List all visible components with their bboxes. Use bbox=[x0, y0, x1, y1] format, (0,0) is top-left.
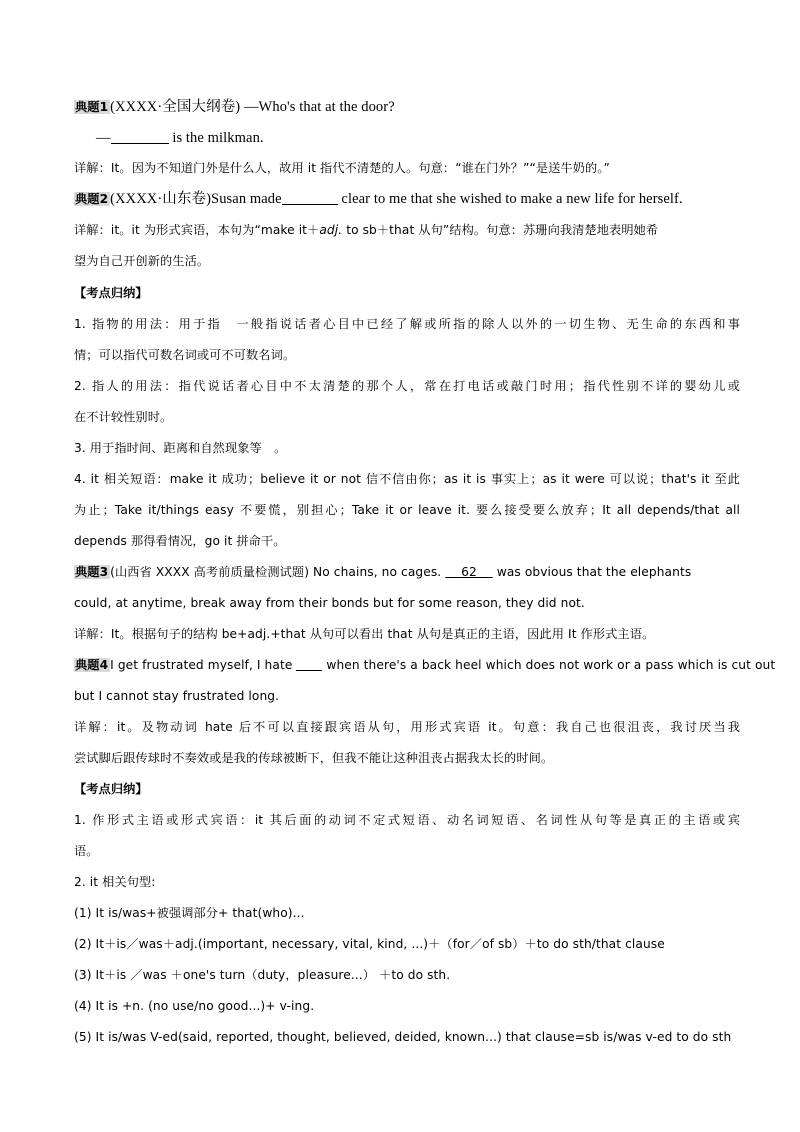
summary-1-p4c: depends 那得看情况，go it 拼命干。 bbox=[74, 534, 286, 548]
example-4-blank bbox=[296, 656, 322, 671]
summary-1-heading: 【考点归纳】 bbox=[74, 286, 148, 300]
summary-1-p4b: 为止；Take it/things easy 不要慌，别担心；Take it or leave it. 要么接受要么放弃；It all depends/that all bbox=[74, 503, 740, 517]
summary-1-p1a: 1. 指物的用法：用于指 一般指说话者心目中已经了解或所指的除人以外的一切生物、无生命的东西和事 bbox=[74, 317, 740, 331]
example-3-blank bbox=[445, 565, 493, 579]
summary-1-p4a: 4. it 相关短语：make it 成功；believe it or not 信不信由你；as it is 事实上；as it were 可以说；that's it 至此 bbox=[74, 472, 740, 486]
example-1-answer bbox=[96, 128, 740, 148]
example-4-question-cont: but I cannot stay frustrated long. bbox=[74, 689, 280, 703]
example-2-explanation-cont: 望为自己开创新的生活。 bbox=[74, 254, 210, 268]
pattern-2: (2) It＋is／was＋adj.(important, necessary, vital, kind, ...)＋（for／of sb）＋to do sth/that clause bbox=[74, 937, 665, 951]
summary-2-p1a: 1. 作形式主语或形式宾语：it 其后面的动词不定式短语、动名词短语、名词性从句等是真正的主语或宾 bbox=[74, 813, 740, 827]
example-2-question-a: (XXXX·山东卷)Susan made bbox=[110, 191, 282, 207]
example-2-question-b: clear to me that she wished to make a new life for herself. bbox=[337, 191, 683, 207]
answer-dash: — bbox=[96, 130, 111, 146]
pattern-4: (4) It is +n. (no use/no good...)+ v-ing. bbox=[74, 999, 315, 1013]
example-3-question-cont: could, at anytime, break away from their bonds but for some reason, they did not. bbox=[74, 596, 585, 610]
summary-1-p3: 3. 用于指时间、距离和自然现象等 。 bbox=[74, 441, 287, 455]
example-3-question-b: was obvious that the elephants bbox=[492, 565, 692, 579]
summary-2-p2: 2. it 相关句型: bbox=[74, 875, 156, 889]
answer-blank bbox=[111, 129, 169, 144]
summary-1-p2a: 2. 指人的用法：指代说话者心目中不太清楚的那个人，常在打电话或敲门时用；指代性别不详的婴幼儿或 bbox=[74, 379, 740, 393]
example-4-question-b: when there's a back heel which does not work or a pass which is cut out bbox=[322, 658, 776, 672]
example-1-question bbox=[74, 97, 740, 117]
example-3-question bbox=[74, 562, 740, 582]
example-1-label: 典题1 bbox=[75, 100, 109, 114]
example-4-question bbox=[74, 655, 776, 675]
summary-2-heading: 【考点归纳】 bbox=[74, 782, 148, 796]
example-2-question bbox=[74, 189, 740, 209]
pattern-3: (3) It＋is ／was ＋one's turn（duty，pleasure...） ＋to do sth. bbox=[74, 968, 451, 982]
example-4-explanation-cont: 尝试脚后跟传球时不奏效或是我的传球被断下，但我不能让这种沮丧占据我太长的时间。 bbox=[74, 751, 554, 765]
example-2-blank bbox=[282, 190, 338, 205]
answer-rest: is the milkman. bbox=[168, 130, 264, 146]
example-1-explanation: 详解：It。因为不知道门外是什么人，故用 it 指代不清楚的人。句意：“谁在门外？”“是送牛奶的。” bbox=[74, 161, 610, 175]
example-2-explain-adj: adj. bbox=[319, 223, 343, 237]
example-3-label: 典题3 bbox=[75, 565, 109, 579]
example-1-question-text: (XXXX·全国大纲卷) —Who's that at the door? bbox=[110, 99, 395, 115]
summary-1-p1b: 情；可以指代可数名词或可不可数名词。 bbox=[74, 348, 296, 362]
example-2-explain-a: 详解：it。it 为形式宾语，本句为“make it＋ bbox=[74, 223, 320, 237]
pattern-5: (5) It is/was V-ed(said, reported, thought, believed, deided, known...) that clause=sb is/was v-ed to do sth bbox=[74, 1030, 732, 1044]
pattern-1: (1) It is/was+被强调部分+ that(who)... bbox=[74, 906, 305, 920]
summary-1-p2b: 在不计较性别时。 bbox=[74, 410, 173, 424]
summary-2-p1b: 语。 bbox=[74, 844, 99, 858]
example-4-explanation: 详解：it。及物动词 hate 后不可以直接跟宾语从句，用形式宾语 it。句意：我自己也很沮丧，我讨厌当我 bbox=[74, 720, 740, 734]
example-3-question-a: (山西省 XXXX 高考前质量检测试题) No chains, no cages. bbox=[110, 565, 446, 579]
example-4-label: 典题4 bbox=[75, 658, 109, 672]
example-3-blank-number: 62 bbox=[461, 565, 477, 579]
example-2-explanation bbox=[74, 220, 740, 240]
example-2-explain-b: to sb＋that 从句”结构。句意：苏珊向我清楚地表明她希 bbox=[342, 223, 659, 237]
example-3-explanation: 详解：It。根据句子的结构 be+adj.+that 从句可以看出 that 从句是真正的主语，因此用 It 作形式主语。 bbox=[74, 627, 655, 641]
example-2-label: 典题2 bbox=[75, 192, 109, 206]
example-4-question-a: I get frustrated myself, I hate bbox=[110, 658, 297, 672]
